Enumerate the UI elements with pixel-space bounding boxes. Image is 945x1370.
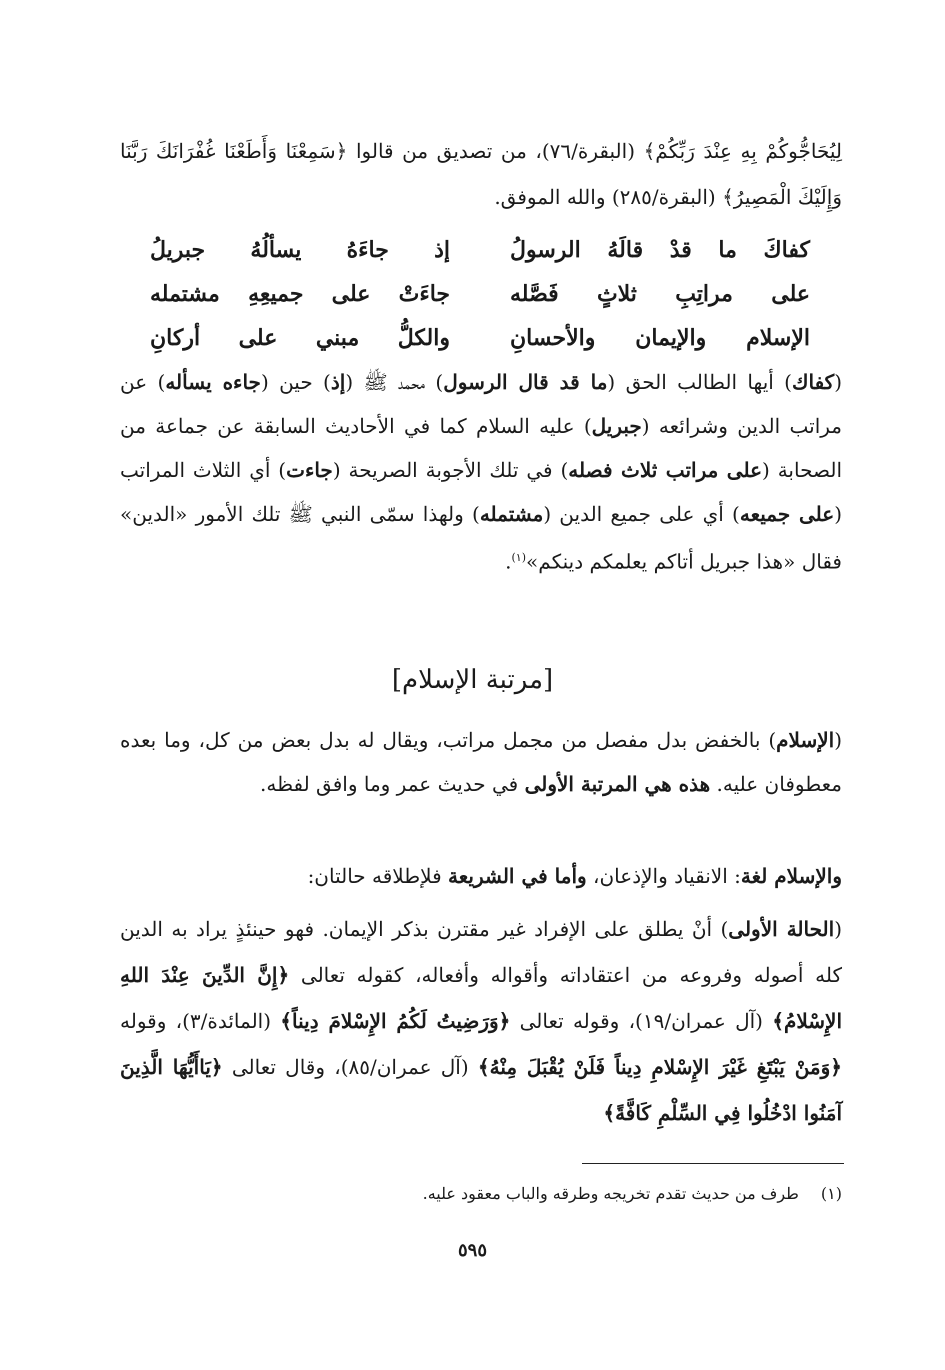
bold-term: الحالة الأولى [728, 917, 835, 941]
text-run: ) أنْ يطلق على الإفراد غير مقترن بذكر الإيمان. فهو حينئذٍ يراد به الدين كله أصوله وفروعه من اعتقاداته وأقواله وأفعاله، كقوله تعالى [120, 917, 842, 987]
bold-term: جاءه يسأله [165, 370, 261, 394]
poem-hemistich-right: الإسلام والإيمان والأحسانِ [510, 325, 810, 351]
bold-term: هذه هي المرتبة الأولى [524, 772, 711, 796]
bold-term: على مراتب ثلاث فصله [568, 458, 763, 482]
poem-hemistich-left: جاءَتْ على جميعِهِ مشتمله [150, 281, 450, 307]
text-run: (المائدة/٣)، وقوله [120, 1009, 281, 1033]
text-run: ) عليه السلام كما في الأحاديث السابقة عن جماعة من الصحابة ( [120, 414, 842, 482]
text-run: ) بالخفض بدل مفصل من مجمل مراتب، ويقال له بدل بعض من كل، وما بعده معطوفان عليه. [120, 728, 842, 796]
text-run: ) عن مراتب الدين وشرائعه ( [120, 370, 842, 438]
text-run: ( [834, 728, 842, 752]
quran-quote: ﴿إِنَّ الدِّينَ عِنْدَ اللهِ الإِسْلامُ﴾ [120, 963, 843, 1033]
text-run: في حديث عمر وما وافق لفظه. [259, 772, 525, 796]
poem-verse [150, 272, 810, 316]
text-run: ) ولهذا سمّى النبي ﷺ تلك الأمور «الدين» فقال «هذا جبريل أتاكم يعلمكم دينكم» [120, 502, 842, 574]
footnote-text: طرف من حديث تقدم تخريجه وطرقه والباب معقود عليه. [422, 1184, 799, 1203]
page-number: ٥٩٥ [457, 1240, 487, 1261]
footnote-number: (١) [820, 1184, 842, 1203]
bold-term: مشتمله [479, 502, 544, 526]
bold-term: على جميعه [739, 502, 835, 526]
quran-quote: ﴿وَمَنْ يَبْتَغِ غَيْرَ الإِسْلامِ دِيناً فَلَنْ يُقْبَلَ مِنْهُ﴾ [477, 1055, 843, 1079]
text-run: ( [834, 370, 843, 394]
quran-quote: ﴿وَرَضِيتُ لَكُمُ الإِسْلامَ دِيناً﴾ [280, 1009, 511, 1033]
intro-line-2: غُفْرَانَكَ رَبَّنَا وَإِلَيْكَ الْمَصِيرُ﴾ (البقرة/٢٨٥) والله الموفق. [120, 139, 842, 209]
bold-term: وأما في الشريعة [448, 864, 587, 888]
poem-verse [150, 316, 810, 360]
footnote-reference[interactable]: (١) [511, 551, 527, 564]
intro-paragraph [120, 128, 842, 220]
text-run: ) أيها الطالب الحق ( [607, 370, 792, 394]
bold-term: جاءت [286, 458, 333, 482]
text-run: ) أي على جميع الدين ( [543, 502, 740, 526]
text-run: . [505, 549, 512, 574]
bold-term: الإسلام [776, 728, 835, 752]
poem-hemistich-left: والكلُّ مبني على أركانِ [150, 325, 450, 351]
intro-line-1: لِيُحَاجُّوكُمْ بِهِ عِنْدَ رَبِّكُمْ﴾ (البقرة/٧٦)، من تصديق من قالوا ﴿سَمِعْنَا وَأَطَعْنَا [224, 139, 842, 163]
bold-term: إذ [330, 370, 346, 394]
first-state-paragraph [120, 906, 882, 1136]
bold-term: ما قد قال الرسول [443, 370, 608, 394]
poem-hemistich-right: على مراتِبِ ثلاثٍ فَصَّله [510, 281, 810, 307]
text-run: : الانقياد والإذعان، [586, 864, 741, 888]
bold-term: جبريل [591, 414, 642, 438]
text-run: ) في تلك الأجوبة الصريحة ( [332, 458, 569, 482]
text-run: ) حين ( [260, 370, 331, 394]
islam-definition-paragraph [120, 718, 882, 806]
poem-hemistich-left: إذ جاءَهُ يسألُهُ جبريلُ [150, 237, 450, 263]
footnote [300, 1180, 842, 1208]
text-run: ) أي الثلاث المراتب ( [120, 458, 843, 526]
text-run: ( [834, 917, 842, 941]
section-heading: [مرتبة الإسلام] [391, 665, 554, 695]
text-run: (آل عمران/٨٥)، وقال تعالى [222, 1055, 478, 1079]
poem-verses [150, 228, 810, 360]
bold-term: والإسلام لغة [740, 864, 842, 888]
footnote-divider [582, 1163, 844, 1164]
poem-hemistich-right: كفاكَ ما قدْ قالَهُ الرسولُ [510, 237, 810, 263]
bold-term: كفاك [791, 370, 835, 394]
text-run: فلإطلاقه حالتان: [307, 864, 449, 888]
linguistic-meaning-paragraph [120, 856, 882, 896]
quran-quote: ﴿يَاأَيُّهَا الَّذِينَ آمَنُوا ادْخُلُوا فِي السِّلْمِ كَافَّةً﴾ [120, 1055, 842, 1125]
poem-verse [150, 228, 810, 272]
explanation-paragraph [120, 360, 882, 584]
text-run: ) محمد ﷺ ( [345, 370, 444, 394]
text-run: (آل عمران/١٩)، وقوله تعالى [510, 1009, 773, 1033]
